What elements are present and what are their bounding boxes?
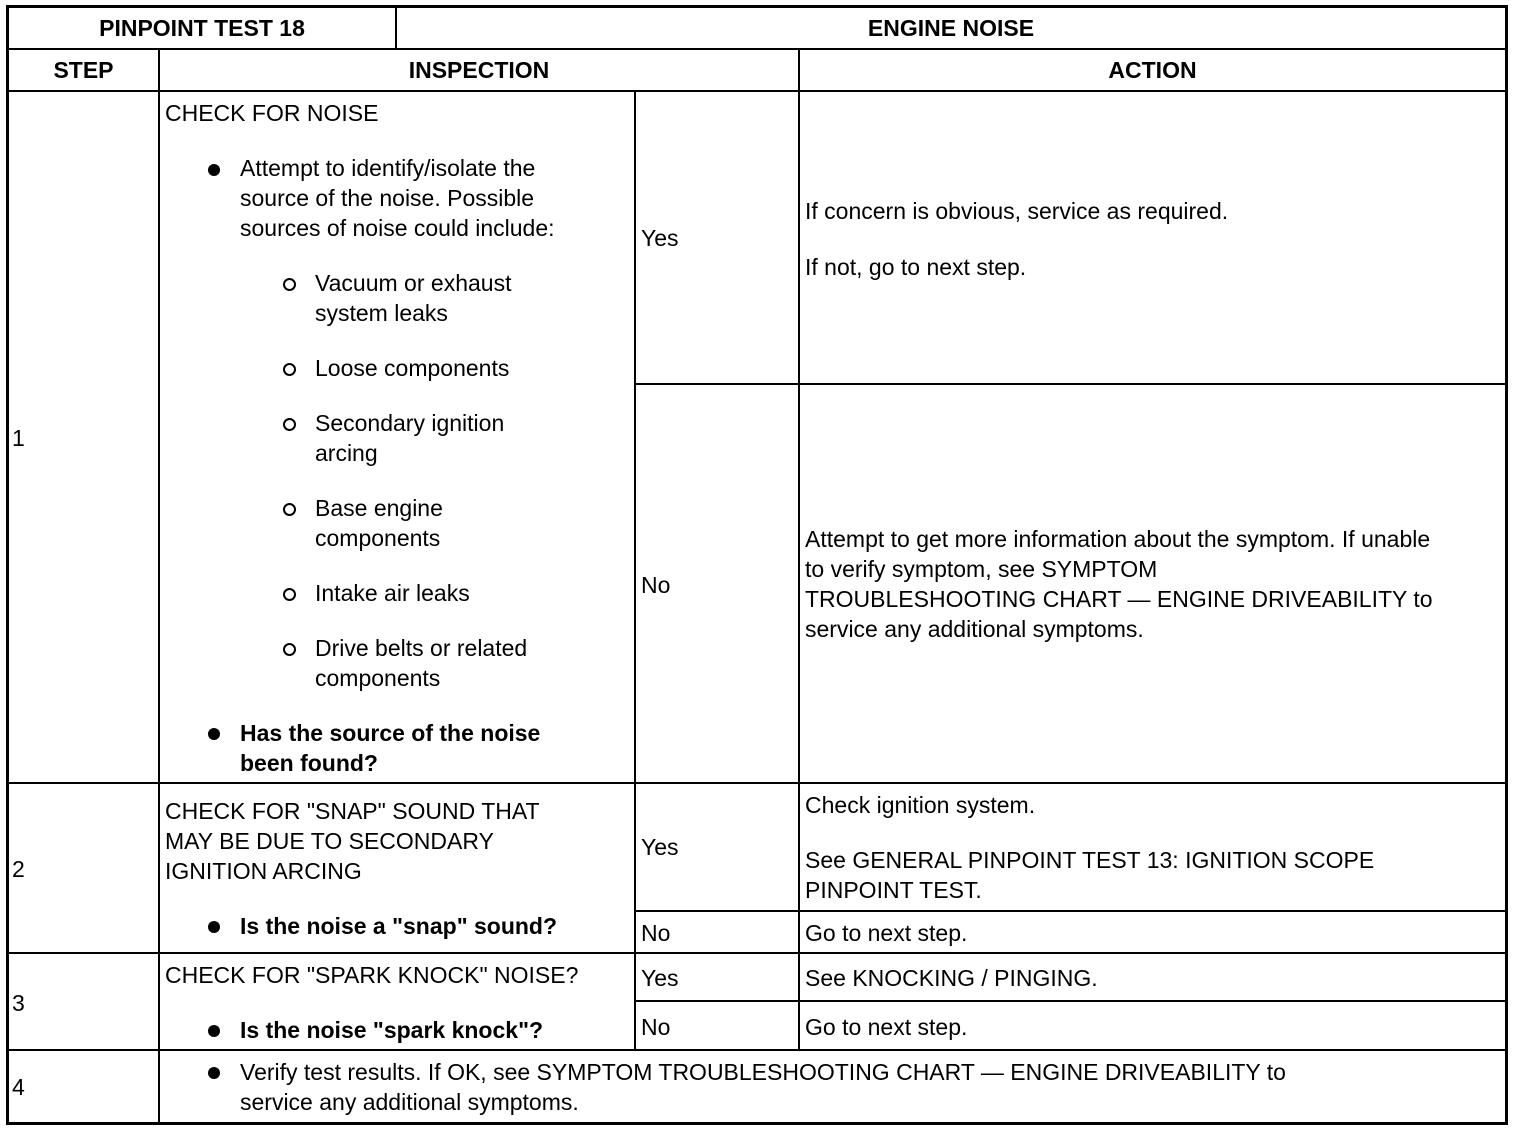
no-action: Attempt to get more information about the symptom. If unable: [805, 526, 1431, 552]
rule: [6, 90, 1508, 92]
circle-bullet-icon: [283, 503, 296, 516]
rule: [634, 910, 1508, 912]
step-instruction: Attempt to identify/isolate the: [240, 155, 536, 181]
no-label: No: [641, 920, 671, 946]
noise-source-item: Intake air leaks: [315, 580, 470, 606]
step-number: 4: [12, 1074, 25, 1100]
yes-action: See GENERAL PINPOINT TEST 13: IGNITION SCOPE: [805, 847, 1375, 873]
circle-bullet-icon: [283, 588, 296, 601]
no-label: No: [641, 1014, 671, 1040]
yes-action: Check ignition system.: [805, 792, 1036, 818]
circle-bullet-icon: [283, 643, 296, 656]
circle-bullet-icon: [283, 418, 296, 431]
no-action: TROUBLESHOOTING CHART — ENGINE DRIVEABILITY to: [805, 586, 1433, 612]
test-label: PINPOINT TEST 18: [99, 15, 305, 41]
yes-action: PINPOINT TEST.: [805, 877, 982, 903]
step-title: CHECK FOR NOISE: [165, 100, 379, 126]
no-action: Go to next step.: [805, 920, 968, 946]
yes-label: Yes: [641, 834, 679, 860]
rule: [6, 782, 1508, 784]
rule: [6, 952, 1508, 954]
step-instruction: Verify test results. If OK, see SYMPTOM TROUBLESHOOTING CHART — ENGINE DRIVEABILITY to: [240, 1059, 1286, 1085]
bullet-icon: [208, 164, 220, 176]
rule: [798, 48, 800, 1050]
yes-label: Yes: [641, 965, 679, 991]
noise-source-item: Loose components: [315, 355, 510, 381]
step-title: CHECK FOR "SNAP" SOUND THAT: [165, 798, 540, 824]
step-number: 3: [12, 990, 25, 1016]
bullet-icon: [208, 1067, 220, 1079]
noise-source-item: components: [315, 525, 441, 551]
rule: [634, 383, 1508, 385]
rule: [6, 48, 1508, 50]
noise-source-item: Vacuum or exhaust: [315, 270, 512, 296]
yes-action: See KNOCKING / PINGING.: [805, 965, 1098, 991]
step-title: CHECK FOR "SPARK KNOCK" NOISE?: [165, 962, 579, 988]
no-label: No: [641, 572, 671, 598]
bullet-icon: [208, 1025, 220, 1037]
step-instruction: service any additional symptoms.: [240, 1089, 579, 1115]
noise-source-item: Drive belts or related: [315, 635, 528, 661]
noise-source-item: arcing: [315, 440, 378, 466]
yes-label: Yes: [641, 225, 679, 251]
no-action: service any additional symptoms.: [805, 616, 1144, 642]
step-question: Has the source of the noise: [240, 720, 541, 746]
noise-source-item: system leaks: [315, 300, 448, 326]
no-action: to verify symptom, see SYMPTOM: [805, 556, 1158, 582]
yes-action: If not, go to next step.: [805, 254, 1027, 280]
circle-bullet-icon: [283, 363, 296, 376]
step-title: IGNITION ARCING: [165, 858, 362, 884]
rule: [158, 48, 160, 1125]
noise-source-item: components: [315, 665, 441, 691]
pinpoint-table: [6, 5, 1508, 1125]
step-question: Is the noise "spark knock"?: [240, 1017, 544, 1043]
test-title: ENGINE NOISE: [867, 15, 1035, 41]
rule: [634, 1000, 1508, 1002]
step-number: 1: [12, 425, 25, 451]
step-question: Is the noise a "snap" sound?: [240, 913, 558, 939]
step-instruction: source of the noise. Possible: [240, 185, 535, 211]
noise-source-item: Secondary ignition: [315, 410, 505, 436]
col-step-header: STEP: [53, 57, 114, 83]
yes-action: If concern is obvious, service as required.: [805, 198, 1229, 224]
step-title: MAY BE DUE TO SECONDARY: [165, 828, 494, 854]
bullet-icon: [208, 728, 220, 740]
step-question: been found?: [240, 750, 378, 776]
rule: [634, 90, 636, 1050]
noise-source-item: Base engine: [315, 495, 443, 521]
no-action: Go to next step.: [805, 1014, 968, 1040]
circle-bullet-icon: [283, 278, 296, 291]
step-number: 2: [12, 856, 25, 882]
col-action-header: ACTION: [1108, 57, 1197, 83]
step-instruction: sources of noise could include:: [240, 215, 555, 241]
bullet-icon: [208, 921, 220, 933]
rule: [6, 1049, 1508, 1051]
col-inspection-header: INSPECTION: [408, 57, 550, 83]
